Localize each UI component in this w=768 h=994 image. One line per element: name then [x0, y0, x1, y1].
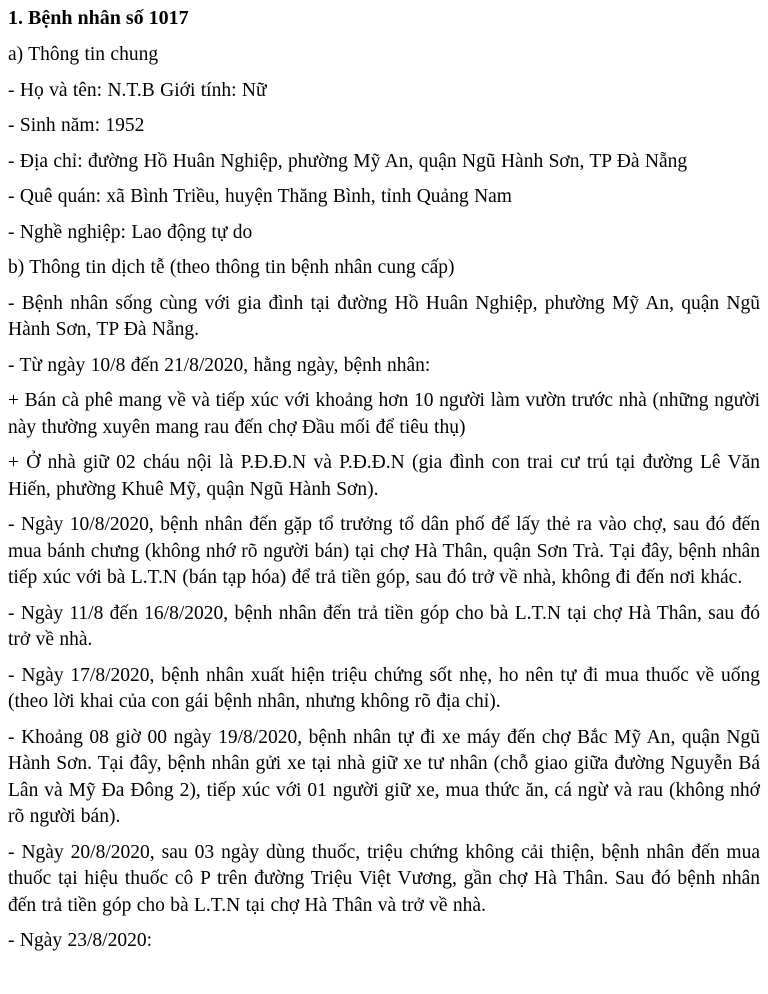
paragraph-occupation: - Nghề nghiệp: Lao động tự do	[8, 221, 253, 243]
paragraph-hometown: - Quê quán: xã Bình Triều, huyện Thăng Bình, tỉnh Quảng Nam	[8, 186, 512, 207]
paragraph-living-situation: - Bệnh nhân sống cùng với gia đình tại đường Hồ Huân Nghiệp, phường Mỹ An, quận Ngũ Hành Sơn, TP Đà Nẵng.	[8, 292, 760, 340]
paragraph-grandchildren: + Ở nhà giữ 02 cháu nội là P.Đ.Đ.N và P.Đ.Đ.N (gia đình con trai cư trú tại đường Lê Văn Hiến, phường Khuê Mỹ, quận Ngũ Hành Sơn).	[8, 452, 760, 500]
document-title: 1. Bệnh nhân số 1017	[8, 7, 189, 29]
paragraph-event-11-16-8: - Ngày 11/8 đến 16/8/2020, bệnh nhân đến trả tiền góp cho bà L.T.N tại chợ Hà Thân, sau đó trở về nhà.	[8, 602, 760, 650]
paragraph-event-10-8: - Ngày 10/8/2020, bệnh nhân đến gặp tổ trưởng tổ dân phố để lấy thẻ ra vào chợ, sau đó đến mua bánh chưng (không nhớ rõ người bán) tại chợ Hà Thân, quận Sơn Trà. Tại đây, bệnh nhân tiếp xúc với bà L.T.N (bán tạp hóa) để trả tiền góp, sau đó trở về nhà, không đi đến nơi khác.	[8, 514, 760, 588]
paragraph-birth-year: - Sinh năm: 1952	[8, 115, 145, 136]
paragraph-coffee-selling: + Bán cà phê mang về và tiếp xúc với khoảng hơn 10 người làm vườn trước nhà (những người này thường xuyên mang rau đến chợ Đầu mối để tiêu thụ)	[8, 390, 760, 438]
paragraph-epidemiology-heading: b) Thông tin dịch tễ (theo thông tin bệnh nhân cung cấp)	[8, 257, 455, 278]
paragraph-address: - Địa chỉ: đường Hồ Huân Nghiệp, phường Mỹ An, quận Ngũ Hành Sơn, TP Đà Nẵng	[8, 150, 688, 172]
paragraph-event-23-8: - Ngày 23/8/2020:	[8, 930, 152, 951]
paragraph-event-20-8: - Ngày 20/8/2020, sau 03 ngày dùng thuốc, triệu chứng không cải thiện, bệnh nhân đến mua thuốc tại hiệu thuốc cô P trên đường Triệu Việt Vương, gần chợ Hà Thân. Sau đó bệnh nhân đến trả tiền góp cho bà L.T.N tại chợ Hà Thân và trở về nhà.	[8, 841, 760, 916]
paragraph-name-gender: - Họ và tên: N.T.B Giới tính: Nữ	[8, 79, 267, 101]
paragraph-daily-routine-intro: - Từ ngày 10/8 đến 21/8/2020, hằng ngày, bệnh nhân:	[8, 354, 431, 376]
paragraph-info-general-heading: a) Thông tin chung	[8, 44, 159, 65]
paragraph-event-19-8: - Khoảng 08 giờ 00 ngày 19/8/2020, bệnh nhân tự đi xe máy đến chợ Bắc Mỹ An, quận Ngũ Hành Sơn. Tại đây, bệnh nhân gửi xe tại nhà giữ xe tư nhân (chỗ giao giữa đường Nguyễn Bá Lân và Mỹ Đa Đông 2), tiếp xúc với 01 người giữ xe, mua thức ăn, cá ngừ và rau (không nhớ rõ người bán).	[8, 726, 760, 827]
paragraph-event-17-8: - Ngày 17/8/2020, bệnh nhân xuất hiện triệu chứng sốt nhẹ, ho nên tự đi mua thuốc về uống (theo lời khai của con gái bệnh nhân, nhưng không rõ địa chỉ).	[8, 664, 760, 712]
